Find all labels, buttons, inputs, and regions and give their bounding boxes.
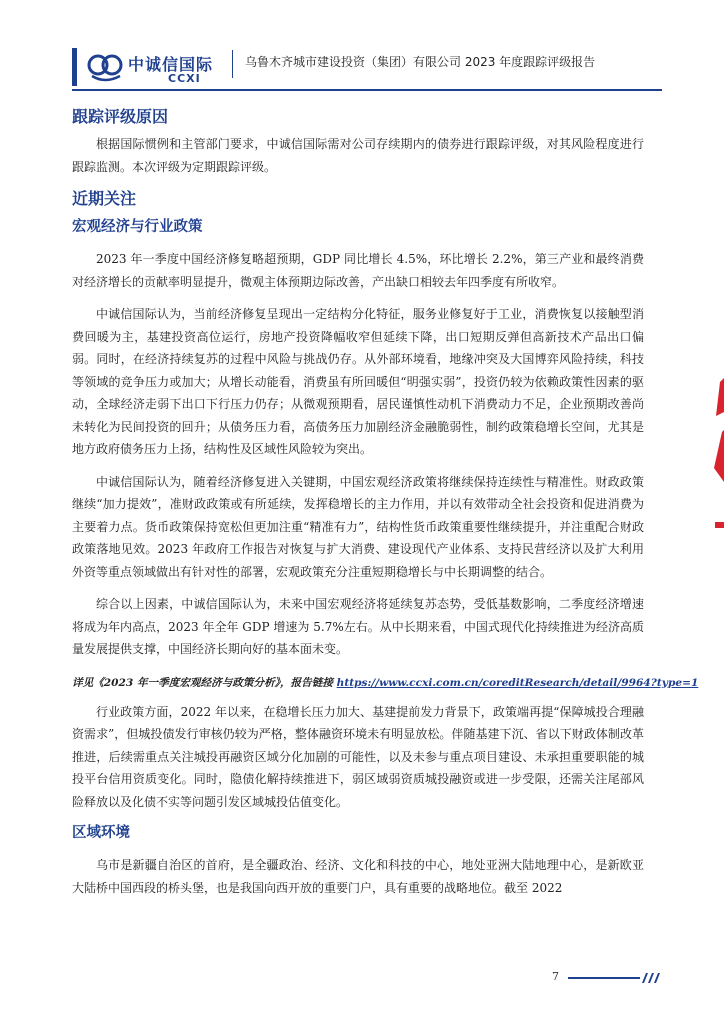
report-link[interactable]: https://www.ccxi.com.cn/coreditResearch/detail/9964?type=1	[336, 676, 699, 689]
industry-policy-paragraph: 行业政策方面，2022 年以来，在稳增长压力加大、基建提前发力背景下，政策端再提“保障城投合理融资需求”，但城投债发行审核仍较为严格，整体融资环境未有明显放松。伴随基建下沉、省以下财政体制改革推进，后续需重点关注城投再融资区域分化加剧的可能性，以及未参与重点项目建设、未承担重要职能的城投平台信用资质变化。同时，隐债化解持续推进下，弱区域弱资质城投融资或进一步受限，还需关注尾部风险释放以及化债不实等问题引发区域城投估值变化。	[72, 704, 644, 809]
ccxi-logo	[86, 48, 236, 88]
header-divider	[232, 50, 233, 78]
macro-paragraph: 中诚信国际认为，随着经济修复进入关键期，中国宏观经济政策将继续保持连续性与精准性。财政政策继续“加力提效”，准财政政策或有所延续，发挥稳增长的主力作用，并以有效带动全社会投资和促进消费为主要着力点。货币政策保持宽松但更加注重“精准有力”，结构性货币政策重要性继续提升，并注重配合财政政策落地见效。2023 年政府工作报告对恢复与扩大消费、建设现代产业体系、支持民营经济以及扩大利用外资等重点领域做出有针对性的部署，宏观政策充分注重短期稳增长与中长期调整的结合。	[72, 474, 644, 579]
page-footer	[0, 970, 724, 1000]
logo-text-cn: 中诚信国际	[128, 55, 214, 74]
macro-paragraph: 中诚信国际认为，当前经济修复呈现出一定结构分化特征，服务业修复好于工业，消费恢复以接触型消费回暖为主，基建投资高位运行，房地产投资降幅收窄但延续下降，出口短期反弹但高新技术产品出口偏弱。同时，在经济持续复苏的过程中风险与挑战仍存。从外部环境看，地缘冲突及大国博弈风险持续，科技等领域的竞争压力或加大；从增长动能看，消费虽有所回暖但“明强实弱”，投资仍较为依赖政策性因素的驱动，全球经济走弱下出口下行压力仍存；从微观预期看，居民谨慎性动机下消费动力不足，企业预期改善尚未转化为民间投资的回升；从债务压力看，高债务压力加剧经济金融脆弱性，制约政策稳增长空间，尤其是地方政府债务压力上扬，结构性及区域性风险较为突出。	[72, 307, 644, 456]
report-title: 乌鲁木齐城市建设投资（集团）有限公司 2023 年度跟踪评级报告	[245, 55, 596, 69]
section-title-recent-focus: 近期关注	[72, 189, 137, 208]
section-title-region: 区域环境	[72, 825, 130, 841]
report-link-line	[72, 675, 699, 691]
page-header	[0, 0, 724, 100]
footer-decoration	[568, 972, 660, 984]
logo-text-en: CCXI	[168, 72, 201, 85]
macro-paragraph: 综合以上因素，中诚信国际认为，未来中国宏观经济将延续复苏态势，受低基数影响，二季度经济增速将成为年内高点，2023 年全年 GDP 增速为 5.7%左右。从中长期来看，中国式现代化持续推进为经济高质量发展提供支撑，中国经济长期向好的基本面未变。	[72, 597, 644, 656]
header-rule	[72, 89, 662, 91]
logo-mark-icon	[86, 50, 126, 84]
tracking-reason-body: 根据国际惯例和主管部门要求，中诚信国际需对公司存续期内的债券进行跟踪评级，对其风险程度进行跟踪监测。本次评级为定期跟踪评级。	[72, 137, 644, 174]
macro-paragraph: 2023 年一季度中国经济修复略超预期，GDP 同比增长 4.5%，环比增长 2.2%，第三产业和最终消费对经济增长的贡献率明显提升，微观主体预期边际改善，产出缺口相较去年四季度有所收窄。	[72, 252, 644, 289]
subsection-title-macro: 宏观经济与行业政策	[72, 219, 203, 235]
page-number: 7	[552, 970, 559, 983]
region-body: 乌市是新疆自治区的首府，是全疆政治、经济、文化和科技的中心，地处亚洲大陆地理中心，是新欧亚大陆桥中国西段的桥头堡，也是我国向西开放的重要门户，具有重要的战略地位。截至 2022	[72, 858, 644, 895]
report-link-prefix: 详见《2023 年一季度宏观经济与政策分析》，报告链接	[72, 676, 333, 689]
header-accent-bar	[72, 48, 77, 86]
section-title-tracking-reason: 跟踪评级原因	[72, 107, 169, 126]
page-content	[72, 104, 699, 899]
red-seal-stamp	[706, 372, 724, 562]
